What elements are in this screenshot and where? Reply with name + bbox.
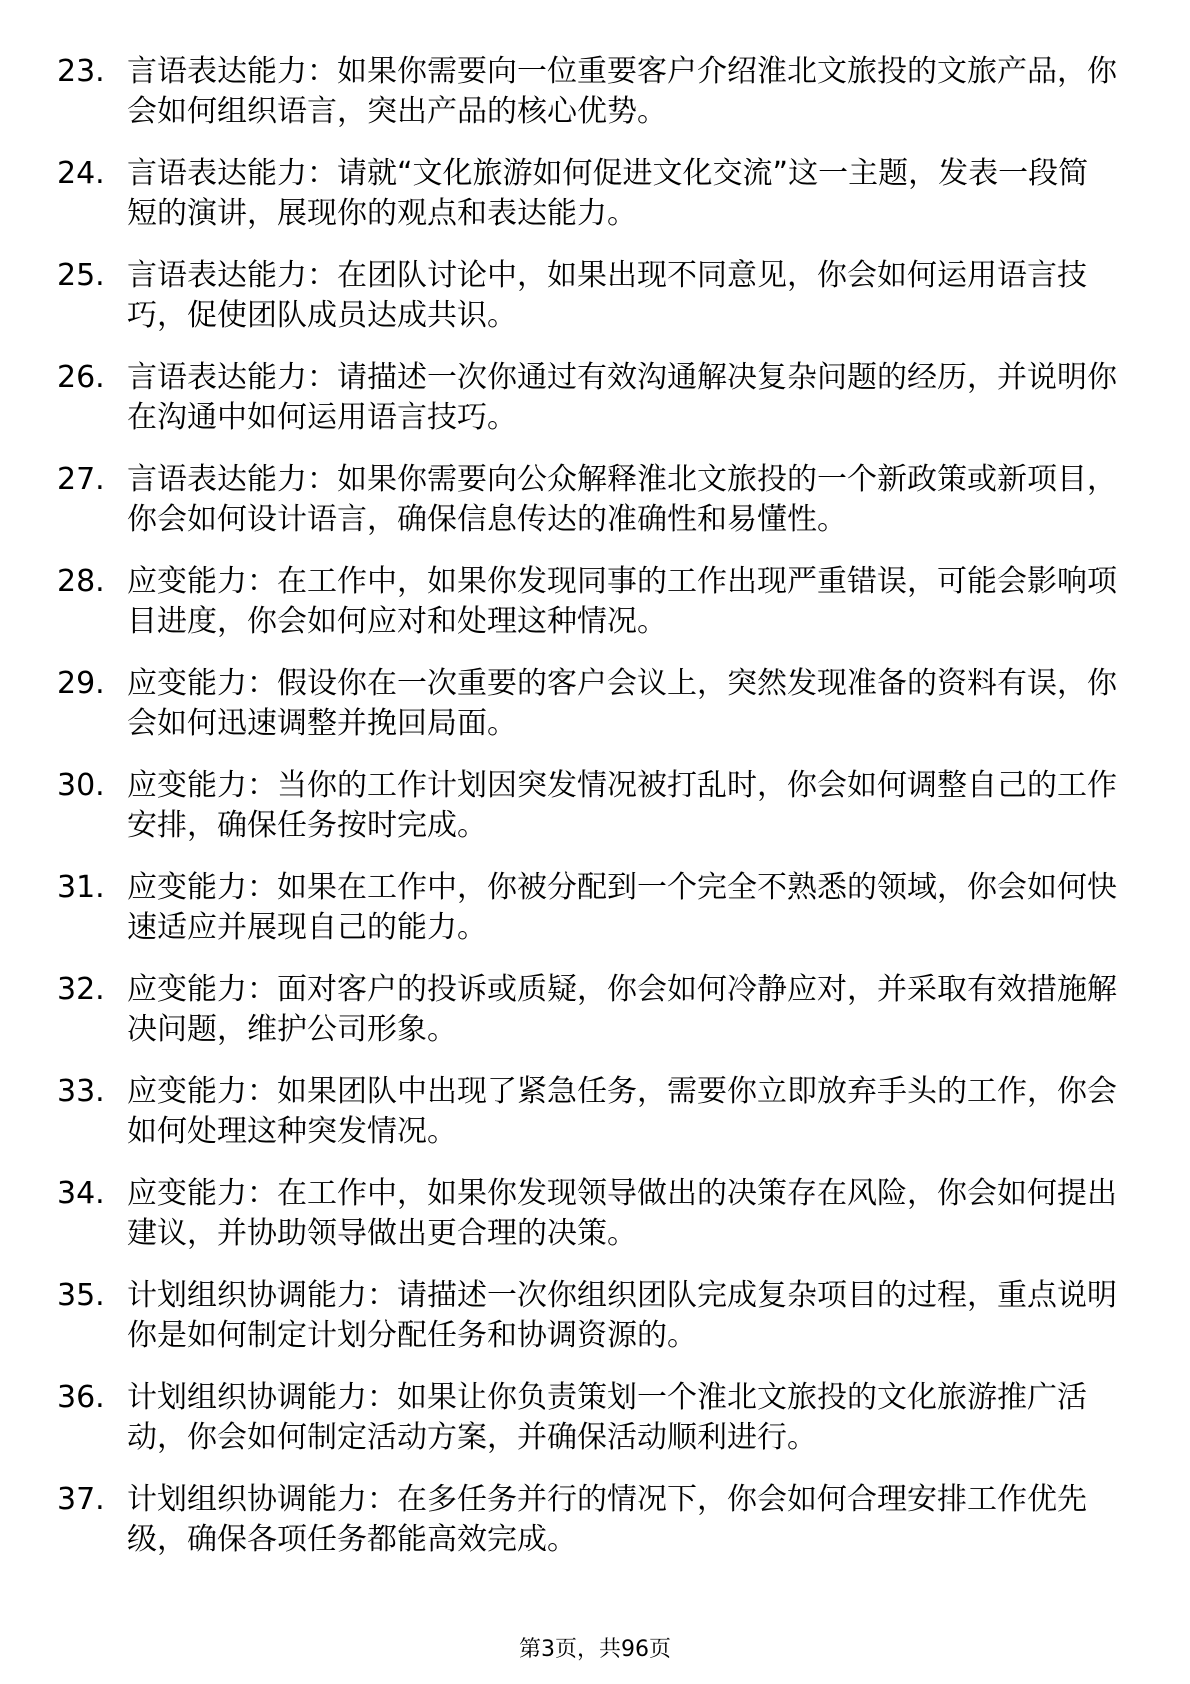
item-number: 34. <box>57 1176 105 1211</box>
item-text: 应变能力：在工作中，如果你发现同事的工作出现严重错误，可能会影响项目进度，你会如何应对和处理这种情况。 <box>127 564 1117 639</box>
list-item <box>0 766 1190 846</box>
page-footer: 第3页，共96页 <box>519 1637 671 1662</box>
list-item <box>0 1276 1190 1356</box>
list-item <box>0 1174 1190 1254</box>
item-number: 35. <box>57 1278 105 1313</box>
list-item <box>0 358 1190 438</box>
list-item <box>0 868 1190 948</box>
item-number: 24. <box>57 156 105 191</box>
item-text: 应变能力：如果团队中出现了紧急任务，需要你立即放弃手头的工作，你会如何处理这种突发情况。 <box>127 1074 1117 1149</box>
item-number: 29. <box>57 666 105 701</box>
item-text: 言语表达能力：请描述一次你通过有效沟通解决复杂问题的经历，并说明你在沟通中如何运用语言技巧。 <box>127 360 1117 435</box>
item-number: 36. <box>57 1380 105 1415</box>
item-number: 30. <box>57 768 105 803</box>
item-number: 27. <box>57 462 105 497</box>
item-number: 26. <box>57 360 105 395</box>
list-item <box>0 664 1190 744</box>
item-text: 应变能力：当你的工作计划因突发情况被打乱时，你会如何调整自己的工作安排，确保任务按时完成。 <box>127 768 1117 843</box>
list-item <box>0 1378 1190 1458</box>
item-number: 32. <box>57 972 105 1007</box>
question-list <box>0 52 1190 1582</box>
item-number: 33. <box>57 1074 105 1109</box>
item-text: 应变能力：面对客户的投诉或质疑，你会如何冷静应对，并采取有效措施解决问题，维护公司形象。 <box>127 972 1117 1047</box>
item-text: 言语表达能力：在团队讨论中，如果出现不同意见，你会如何运用语言技巧，促使团队成员达成共识。 <box>127 258 1087 333</box>
item-number: 23. <box>57 54 105 89</box>
list-item <box>0 970 1190 1050</box>
list-item <box>0 52 1190 132</box>
list-item <box>0 256 1190 336</box>
list-item <box>0 154 1190 234</box>
list-item <box>0 1480 1190 1560</box>
list-item <box>0 1072 1190 1152</box>
item-number: 37. <box>57 1482 105 1517</box>
item-text: 计划组织协调能力：请描述一次你组织团队完成复杂项目的过程，重点说明你是如何制定计划分配任务和协调资源的。 <box>127 1278 1117 1353</box>
item-number: 31. <box>57 870 105 905</box>
item-text: 应变能力：如果在工作中，你被分配到一个完全不熟悉的领域，你会如何快速适应并展现自己的能力。 <box>127 870 1117 945</box>
item-text: 计划组织协调能力：在多任务并行的情况下，你会如何合理安排工作优先级，确保各项任务都能高效完成。 <box>127 1482 1087 1557</box>
item-text: 言语表达能力：如果你需要向公众解释淮北文旅投的一个新政策或新项目，你会如何设计语言，确保信息传达的准确性和易懂性。 <box>127 462 1117 537</box>
list-item <box>0 562 1190 642</box>
item-text: 言语表达能力：请就“文化旅游如何促进文化交流”这一主题，发表一段简短的演讲，展现你的观点和表达能力。 <box>127 156 1089 231</box>
item-number: 25. <box>57 258 105 293</box>
item-text: 应变能力：在工作中，如果你发现领导做出的决策存在风险，你会如何提出建议，并协助领导做出更合理的决策。 <box>127 1176 1117 1251</box>
item-number: 28. <box>57 564 105 599</box>
item-text: 应变能力：假设你在一次重要的客户会议上，突然发现准备的资料有误，你会如何迅速调整并挽回局面。 <box>127 666 1117 741</box>
item-text: 言语表达能力：如果你需要向一位重要客户介绍淮北文旅投的文旅产品，你会如何组织语言，突出产品的核心优势。 <box>127 54 1117 129</box>
item-text: 计划组织协调能力：如果让你负责策划一个淮北文旅投的文化旅游推广活动，你会如何制定活动方案，并确保活动顺利进行。 <box>127 1380 1087 1455</box>
list-item <box>0 460 1190 540</box>
